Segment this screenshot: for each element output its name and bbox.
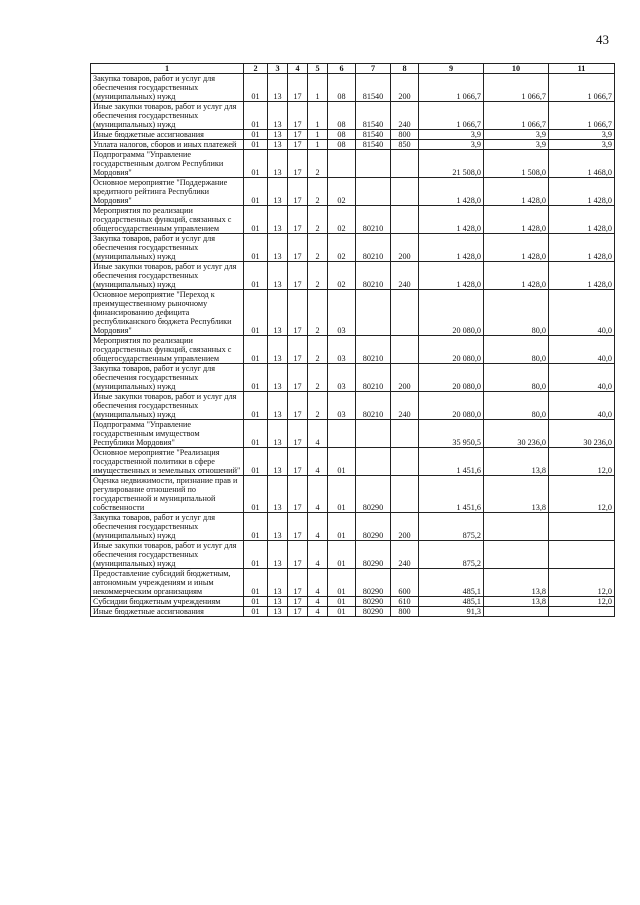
row-program: 17 bbox=[288, 206, 308, 234]
row-value-col11: 12,0 bbox=[549, 476, 615, 513]
row-value-col10: 3,9 bbox=[484, 130, 549, 140]
row-expense-code: 80290 bbox=[356, 597, 391, 607]
row-program: 17 bbox=[288, 569, 308, 597]
table-row bbox=[91, 74, 615, 102]
row-activity: 01 bbox=[328, 541, 356, 569]
table-row bbox=[91, 607, 615, 617]
row-value-col10: 3,9 bbox=[484, 140, 549, 150]
row-section: 01 bbox=[244, 74, 268, 102]
row-subprogram: 4 bbox=[308, 476, 328, 513]
table-row bbox=[91, 392, 615, 420]
row-section: 01 bbox=[244, 541, 268, 569]
row-description: Иные закупки товаров, работ и услуг для обеспечения государственных (муниципальных) нужд bbox=[91, 392, 244, 420]
row-program: 17 bbox=[288, 420, 308, 448]
column-header: 2 bbox=[244, 64, 268, 74]
row-expense-code: 80210 bbox=[356, 262, 391, 290]
row-program: 17 bbox=[288, 150, 308, 178]
row-value-col9: 1 428,0 bbox=[419, 262, 484, 290]
row-value-col9: 1 428,0 bbox=[419, 178, 484, 206]
row-activity: 01 bbox=[328, 476, 356, 513]
row-section: 01 bbox=[244, 420, 268, 448]
row-value-col9: 1 428,0 bbox=[419, 206, 484, 234]
row-value-col9: 1 066,7 bbox=[419, 102, 484, 130]
row-subprogram: 2 bbox=[308, 262, 328, 290]
row-subprogram: 2 bbox=[308, 290, 328, 336]
row-expense-code: 80210 bbox=[356, 206, 391, 234]
row-program: 17 bbox=[288, 140, 308, 150]
row-subsection: 13 bbox=[268, 74, 288, 102]
row-value-col11: 40,0 bbox=[549, 290, 615, 336]
row-expense-code: 80290 bbox=[356, 541, 391, 569]
row-description: Закупка товаров, работ и услуг для обеспечения государственных (муниципальных) нужд bbox=[91, 364, 244, 392]
row-program: 17 bbox=[288, 234, 308, 262]
row-section: 01 bbox=[244, 392, 268, 420]
row-value-col11: 40,0 bbox=[549, 392, 615, 420]
row-activity: 01 bbox=[328, 597, 356, 607]
row-expense-type: 240 bbox=[391, 392, 419, 420]
row-description: Основное мероприятие "Поддержание кредитного рейтинга Республики Мордовия" bbox=[91, 178, 244, 206]
row-subprogram: 2 bbox=[308, 364, 328, 392]
row-subsection: 13 bbox=[268, 607, 288, 617]
row-activity: 08 bbox=[328, 74, 356, 102]
row-value-col11: 3,9 bbox=[549, 130, 615, 140]
row-activity: 01 bbox=[328, 607, 356, 617]
row-section: 01 bbox=[244, 206, 268, 234]
row-subprogram: 2 bbox=[308, 336, 328, 364]
row-expense-code: 81540 bbox=[356, 74, 391, 102]
row-expense-code bbox=[356, 448, 391, 476]
row-expense-type bbox=[391, 150, 419, 178]
row-value-col9: 485,1 bbox=[419, 597, 484, 607]
row-expense-code bbox=[356, 290, 391, 336]
table-row bbox=[91, 513, 615, 541]
row-expense-code: 81540 bbox=[356, 140, 391, 150]
row-value-col11: 12,0 bbox=[549, 597, 615, 607]
row-expense-code bbox=[356, 150, 391, 178]
row-expense-code: 80210 bbox=[356, 392, 391, 420]
row-description: Мероприятия по реализации государственных функций, связанных с общегосударственным управлением bbox=[91, 206, 244, 234]
row-value-col11: 1 066,7 bbox=[549, 74, 615, 102]
row-activity bbox=[328, 420, 356, 448]
table-row bbox=[91, 364, 615, 392]
row-expense-code bbox=[356, 178, 391, 206]
row-value-col10: 1 428,0 bbox=[484, 234, 549, 262]
row-description: Закупка товаров, работ и услуг для обеспечения государственных (муниципальных) нужд bbox=[91, 74, 244, 102]
row-description: Уплата налогов, сборов и иных платежей bbox=[91, 140, 244, 150]
table-row bbox=[91, 102, 615, 130]
row-section: 01 bbox=[244, 476, 268, 513]
row-activity: 08 bbox=[328, 140, 356, 150]
row-activity: 02 bbox=[328, 262, 356, 290]
row-activity: 01 bbox=[328, 569, 356, 597]
row-expense-type: 800 bbox=[391, 130, 419, 140]
row-activity: 02 bbox=[328, 234, 356, 262]
row-subprogram: 1 bbox=[308, 140, 328, 150]
row-activity: 03 bbox=[328, 392, 356, 420]
table-row bbox=[91, 130, 615, 140]
row-value-col11: 40,0 bbox=[549, 336, 615, 364]
row-subsection: 13 bbox=[268, 290, 288, 336]
row-description: Иные закупки товаров, работ и услуг для обеспечения государственных (муниципальных) нужд bbox=[91, 102, 244, 130]
row-value-col11: 3,9 bbox=[549, 140, 615, 150]
row-section: 01 bbox=[244, 448, 268, 476]
row-program: 17 bbox=[288, 130, 308, 140]
row-expense-type bbox=[391, 336, 419, 364]
row-value-col10: 80,0 bbox=[484, 336, 549, 364]
row-subsection: 13 bbox=[268, 234, 288, 262]
row-section: 01 bbox=[244, 569, 268, 597]
row-subsection: 13 bbox=[268, 150, 288, 178]
row-expense-code: 80210 bbox=[356, 364, 391, 392]
row-expense-type: 240 bbox=[391, 541, 419, 569]
column-header: 10 bbox=[484, 64, 549, 74]
row-description: Подпрограмма "Управление государственным имуществом Республики Мордовия" bbox=[91, 420, 244, 448]
row-section: 01 bbox=[244, 262, 268, 290]
row-value-col10: 1 066,7 bbox=[484, 102, 549, 130]
row-value-col10: 80,0 bbox=[484, 290, 549, 336]
row-subsection: 13 bbox=[268, 569, 288, 597]
row-subprogram: 1 bbox=[308, 74, 328, 102]
row-subprogram: 1 bbox=[308, 130, 328, 140]
row-expense-type: 200 bbox=[391, 234, 419, 262]
row-program: 17 bbox=[288, 290, 308, 336]
row-activity: 03 bbox=[328, 336, 356, 364]
row-value-col10: 13,8 bbox=[484, 476, 549, 513]
row-expense-type: 200 bbox=[391, 364, 419, 392]
row-activity: 02 bbox=[328, 206, 356, 234]
row-expense-type bbox=[391, 290, 419, 336]
table-row bbox=[91, 140, 615, 150]
row-section: 01 bbox=[244, 102, 268, 130]
row-activity: 03 bbox=[328, 364, 356, 392]
row-value-col9: 1 451,6 bbox=[419, 476, 484, 513]
row-value-col9: 1 451,6 bbox=[419, 448, 484, 476]
row-value-col9: 20 080,0 bbox=[419, 290, 484, 336]
table-row bbox=[91, 206, 615, 234]
row-subsection: 13 bbox=[268, 130, 288, 140]
row-value-col10: 1 428,0 bbox=[484, 206, 549, 234]
row-section: 01 bbox=[244, 597, 268, 607]
row-value-col10 bbox=[484, 607, 549, 617]
row-program: 17 bbox=[288, 364, 308, 392]
row-value-col11: 1 066,7 bbox=[549, 102, 615, 130]
column-header: 11 bbox=[549, 64, 615, 74]
row-program: 17 bbox=[288, 541, 308, 569]
row-subsection: 13 bbox=[268, 206, 288, 234]
row-subprogram: 4 bbox=[308, 541, 328, 569]
row-section: 01 bbox=[244, 140, 268, 150]
row-subprogram: 1 bbox=[308, 102, 328, 130]
row-subsection: 13 bbox=[268, 420, 288, 448]
column-header: 7 bbox=[356, 64, 391, 74]
row-program: 17 bbox=[288, 178, 308, 206]
table-row bbox=[91, 448, 615, 476]
row-description: Подпрограмма "Управление государственным долгом Республики Мордовия" bbox=[91, 150, 244, 178]
row-section: 01 bbox=[244, 513, 268, 541]
row-subsection: 13 bbox=[268, 364, 288, 392]
column-header: 9 bbox=[419, 64, 484, 74]
row-value-col10: 1 508,0 bbox=[484, 150, 549, 178]
row-subsection: 13 bbox=[268, 597, 288, 607]
row-section: 01 bbox=[244, 178, 268, 206]
row-expense-type bbox=[391, 420, 419, 448]
table-body bbox=[91, 74, 615, 617]
row-subprogram: 4 bbox=[308, 607, 328, 617]
row-expense-type: 200 bbox=[391, 513, 419, 541]
row-value-col9: 875,2 bbox=[419, 541, 484, 569]
table-row bbox=[91, 234, 615, 262]
row-value-col9: 1 066,7 bbox=[419, 74, 484, 102]
row-value-col9: 20 080,0 bbox=[419, 336, 484, 364]
row-expense-code bbox=[356, 420, 391, 448]
column-header: 1 bbox=[91, 64, 244, 74]
row-description: Предоставление субсидий бюджетным, автономным учреждениям и иным некоммерческим организациям bbox=[91, 569, 244, 597]
row-expense-code: 80290 bbox=[356, 476, 391, 513]
row-value-col11 bbox=[549, 541, 615, 569]
row-activity: 08 bbox=[328, 130, 356, 140]
row-section: 01 bbox=[244, 607, 268, 617]
row-subsection: 13 bbox=[268, 336, 288, 364]
row-expense-code: 80210 bbox=[356, 336, 391, 364]
row-subprogram: 4 bbox=[308, 569, 328, 597]
row-value-col11: 1 428,0 bbox=[549, 234, 615, 262]
row-section: 01 bbox=[244, 234, 268, 262]
row-expense-type bbox=[391, 178, 419, 206]
row-program: 17 bbox=[288, 262, 308, 290]
row-subsection: 13 bbox=[268, 262, 288, 290]
row-subprogram: 2 bbox=[308, 150, 328, 178]
row-expense-type: 610 bbox=[391, 597, 419, 607]
row-expense-code: 80290 bbox=[356, 607, 391, 617]
row-expense-type bbox=[391, 206, 419, 234]
row-value-col11: 1 428,0 bbox=[549, 178, 615, 206]
row-activity: 03 bbox=[328, 290, 356, 336]
row-section: 01 bbox=[244, 290, 268, 336]
row-expense-type bbox=[391, 476, 419, 513]
row-program: 17 bbox=[288, 513, 308, 541]
row-subprogram: 2 bbox=[308, 178, 328, 206]
row-subsection: 13 bbox=[268, 476, 288, 513]
row-expense-code: 81540 bbox=[356, 130, 391, 140]
row-section: 01 bbox=[244, 150, 268, 178]
page-number: 43 bbox=[596, 32, 609, 47]
row-subprogram: 2 bbox=[308, 392, 328, 420]
row-section: 01 bbox=[244, 364, 268, 392]
table-row bbox=[91, 597, 615, 607]
row-program: 17 bbox=[288, 392, 308, 420]
row-subsection: 13 bbox=[268, 102, 288, 130]
row-subprogram: 4 bbox=[308, 597, 328, 607]
table-row bbox=[91, 150, 615, 178]
row-value-col11 bbox=[549, 513, 615, 541]
column-header: 8 bbox=[391, 64, 419, 74]
row-section: 01 bbox=[244, 130, 268, 140]
column-header: 4 bbox=[288, 64, 308, 74]
row-expense-code: 80210 bbox=[356, 234, 391, 262]
row-activity bbox=[328, 150, 356, 178]
row-description: Иные бюджетные ассигнования bbox=[91, 607, 244, 617]
row-subprogram: 2 bbox=[308, 206, 328, 234]
row-program: 17 bbox=[288, 336, 308, 364]
row-subsection: 13 bbox=[268, 513, 288, 541]
row-value-col9: 875,2 bbox=[419, 513, 484, 541]
row-description: Мероприятия по реализации государственных функций, связанных с общегосударственным управлением bbox=[91, 336, 244, 364]
table-row bbox=[91, 569, 615, 597]
column-header: 6 bbox=[328, 64, 356, 74]
row-value-col10: 1 428,0 bbox=[484, 178, 549, 206]
row-value-col9: 20 080,0 bbox=[419, 364, 484, 392]
row-value-col11: 1 428,0 bbox=[549, 262, 615, 290]
row-value-col11: 40,0 bbox=[549, 364, 615, 392]
row-subprogram: 4 bbox=[308, 513, 328, 541]
row-expense-type: 850 bbox=[391, 140, 419, 150]
row-description: Субсидии бюджетным учреждениям bbox=[91, 597, 244, 607]
row-description: Основное мероприятие "Реализация государственной политики в сфере имущественных и земельных отношений" bbox=[91, 448, 244, 476]
row-program: 17 bbox=[288, 102, 308, 130]
row-value-col9: 1 428,0 bbox=[419, 234, 484, 262]
column-header: 5 bbox=[308, 64, 328, 74]
row-expense-type bbox=[391, 448, 419, 476]
row-value-col10: 80,0 bbox=[484, 392, 549, 420]
row-expense-code: 81540 bbox=[356, 102, 391, 130]
table-row bbox=[91, 476, 615, 513]
row-description: Закупка товаров, работ и услуг для обеспечения государственных (муниципальных) нужд bbox=[91, 234, 244, 262]
row-value-col11: 1 468,0 bbox=[549, 150, 615, 178]
row-program: 17 bbox=[288, 476, 308, 513]
row-subsection: 13 bbox=[268, 541, 288, 569]
budget-table bbox=[90, 63, 615, 617]
row-value-col10: 13,8 bbox=[484, 569, 549, 597]
row-value-col10: 80,0 bbox=[484, 364, 549, 392]
table-row bbox=[91, 262, 615, 290]
row-value-col9: 3,9 bbox=[419, 130, 484, 140]
table-row bbox=[91, 336, 615, 364]
row-section: 01 bbox=[244, 336, 268, 364]
row-activity: 02 bbox=[328, 178, 356, 206]
row-description: Основное мероприятие "Переход к преимущественному рыночному финансированию дефицита республиканского бюджета Республики Мордовия" bbox=[91, 290, 244, 336]
row-value-col9: 35 950,5 bbox=[419, 420, 484, 448]
table-row bbox=[91, 541, 615, 569]
row-description: Закупка товаров, работ и услуг для обеспечения государственных (муниципальных) нужд bbox=[91, 513, 244, 541]
row-value-col9: 3,9 bbox=[419, 140, 484, 150]
row-description: Иные закупки товаров, работ и услуг для обеспечения государственных (муниципальных) нужд bbox=[91, 262, 244, 290]
row-subsection: 13 bbox=[268, 448, 288, 476]
row-subsection: 13 bbox=[268, 140, 288, 150]
row-subprogram: 4 bbox=[308, 448, 328, 476]
row-value-col11: 12,0 bbox=[549, 448, 615, 476]
row-expense-type: 800 bbox=[391, 607, 419, 617]
row-value-col11 bbox=[549, 607, 615, 617]
row-description: Иные бюджетные ассигнования bbox=[91, 130, 244, 140]
row-expense-type: 240 bbox=[391, 102, 419, 130]
column-header: 3 bbox=[268, 64, 288, 74]
row-value-col9: 20 080,0 bbox=[419, 392, 484, 420]
row-activity: 08 bbox=[328, 102, 356, 130]
row-activity: 01 bbox=[328, 513, 356, 541]
row-description: Оценка недвижимости, признание прав и регулирование отношений по государственной и муниципальной собственности bbox=[91, 476, 244, 513]
row-value-col11: 30 236,0 bbox=[549, 420, 615, 448]
table-row bbox=[91, 178, 615, 206]
row-expense-type: 200 bbox=[391, 74, 419, 102]
row-value-col10: 13,8 bbox=[484, 597, 549, 607]
row-value-col11: 12,0 bbox=[549, 569, 615, 597]
row-value-col10: 1 428,0 bbox=[484, 262, 549, 290]
row-program: 17 bbox=[288, 74, 308, 102]
row-program: 17 bbox=[288, 597, 308, 607]
row-value-col11: 1 428,0 bbox=[549, 206, 615, 234]
row-subsection: 13 bbox=[268, 178, 288, 206]
row-expense-type: 240 bbox=[391, 262, 419, 290]
row-subprogram: 4 bbox=[308, 420, 328, 448]
row-value-col9: 485,1 bbox=[419, 569, 484, 597]
row-expense-type: 600 bbox=[391, 569, 419, 597]
row-value-col9: 21 508,0 bbox=[419, 150, 484, 178]
row-expense-code: 80290 bbox=[356, 513, 391, 541]
row-value-col10: 13,8 bbox=[484, 448, 549, 476]
row-value-col9: 91,3 bbox=[419, 607, 484, 617]
row-activity: 01 bbox=[328, 448, 356, 476]
row-subsection: 13 bbox=[268, 392, 288, 420]
table-row bbox=[91, 420, 615, 448]
row-value-col10 bbox=[484, 541, 549, 569]
row-value-col10: 30 236,0 bbox=[484, 420, 549, 448]
row-description: Иные закупки товаров, работ и услуг для обеспечения государственных (муниципальных) нужд bbox=[91, 541, 244, 569]
row-value-col10 bbox=[484, 513, 549, 541]
row-program: 17 bbox=[288, 448, 308, 476]
row-expense-code: 80290 bbox=[356, 569, 391, 597]
table-row bbox=[91, 290, 615, 336]
header-row bbox=[91, 64, 615, 74]
row-value-col10: 1 066,7 bbox=[484, 74, 549, 102]
row-subprogram: 2 bbox=[308, 234, 328, 262]
row-program: 17 bbox=[288, 607, 308, 617]
